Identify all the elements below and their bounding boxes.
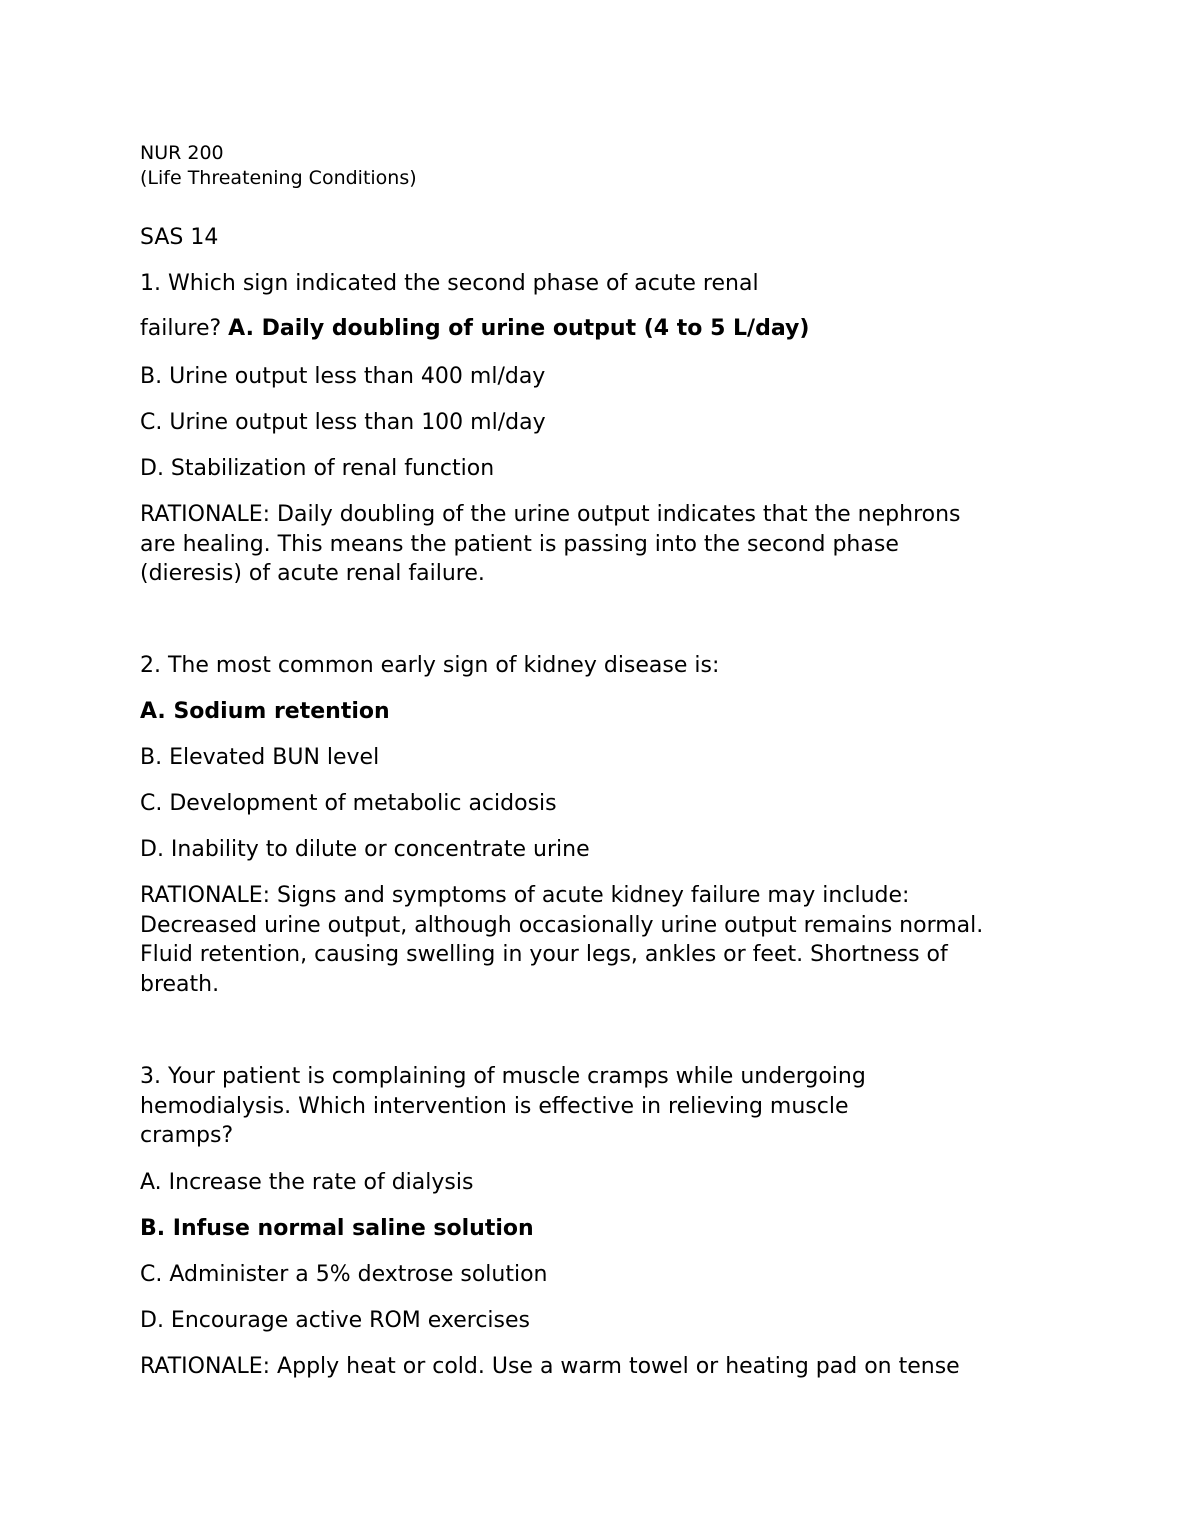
q3-correct-answer: B. Infuse normal saline solution <box>140 1216 534 1241</box>
q2-correct-answer: A. Sodium retention <box>140 699 390 724</box>
q1-question-line1: 1. Which sign indicated the second phase of acute renal <box>140 271 759 296</box>
q2-rationale-line: RATIONALE: Signs and symptoms of acute kidney failure may include: <box>140 883 910 908</box>
q2-option-c: C. Development of metabolic acidosis <box>140 791 557 816</box>
q2-option-b: B. Elevated BUN level <box>140 745 380 770</box>
q1-option-b: B. Urine output less than 400 ml/day <box>140 364 546 389</box>
q1-rationale-line: are healing. This means the patient is passing into the second phase <box>140 532 899 557</box>
q1-rationale-line: (dieresis) of acute renal failure. <box>140 561 485 586</box>
q2-question: 2. The most common early sign of kidney disease is: <box>140 653 720 678</box>
q1-correct-answer: A. Daily doubling of urine output (4 to 5 L/day) <box>228 316 810 341</box>
q2-rationale-line: Decreased urine output, although occasionally urine output remains normal. <box>140 913 984 938</box>
course-code: NUR 200 <box>140 142 224 164</box>
q3-option-c: C. Administer a 5% dextrose solution <box>140 1262 548 1287</box>
q1-option-c: C. Urine output less than 100 ml/day <box>140 410 546 435</box>
q2-rationale-line: Fluid retention, causing swelling in your legs, ankles or feet. Shortness of <box>140 942 948 967</box>
q3-option-d: D. Encourage active ROM exercises <box>140 1308 530 1333</box>
q1-question-line2 <box>140 314 809 344</box>
q3-option-a: A. Increase the rate of dialysis <box>140 1170 474 1195</box>
sas-label: SAS 14 <box>140 225 219 250</box>
course-subtitle: (Life Threatening Conditions) <box>140 167 417 189</box>
q3-question-line: 3. Your patient is complaining of muscle cramps while undergoing <box>140 1064 866 1089</box>
q2-option-d: D. Inability to dilute or concentrate urine <box>140 837 590 862</box>
q3-question-line: cramps? <box>140 1123 234 1148</box>
q1-rationale-line: RATIONALE: Daily doubling of the urine output indicates that the nephrons <box>140 502 961 527</box>
q3-rationale-line: RATIONALE: Apply heat or cold. Use a warm towel or heating pad on tense <box>140 1354 960 1379</box>
q2-rationale-line: breath. <box>140 972 220 997</box>
q3-question-line: hemodialysis. Which intervention is effective in relieving muscle <box>140 1094 849 1119</box>
q1-question-prefix: failure? <box>140 316 229 341</box>
q1-option-d: D. Stabilization of renal function <box>140 456 495 481</box>
